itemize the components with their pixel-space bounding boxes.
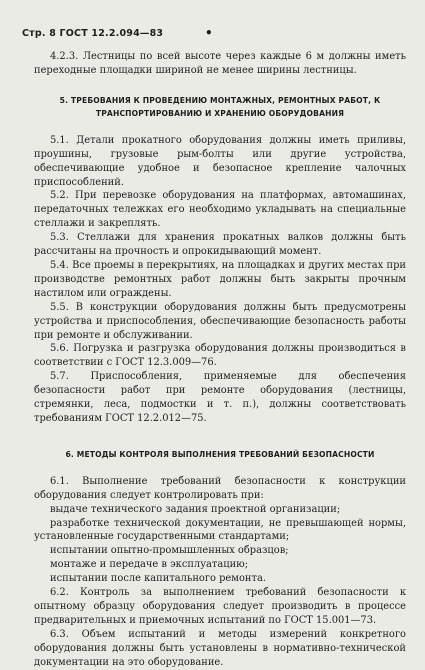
page-header: Стр. 8 ГОСТ 12.2.094—83 [22,28,164,39]
paragraph-6-1: 6.1. Выполнение требований безопасности к конструкции оборудования следует контролировать при: [34,475,406,501]
section-5-title: 5. ТРЕБОВАНИЯ К ПРОВЕДЕНИЮ МОНТАЖНЫХ, РЕМОНТНЫХ РАБОТ, К ТРАНСПОРТИРОВАНИЮ И ХРАНЕНИЮ ОБОРУДОВАНИЯ [59,95,381,118]
list-item: монтаже и передаче в эксплуатацию; [50,559,249,571]
list-item: разработке технической документации, не превышающей нормы, установленные государственными стандартами; [34,517,406,543]
paragraph-4-2-3: 4.2.3. Лестницы по всей высоте через каждые 6 м должны иметь переходные площадки шириной не менее ширины лестницы. [34,51,406,76]
section-6-title: 6. МЕТОДЫ КОНТРОЛЯ ВЫПОЛНЕНИЯ ТРЕБОВАНИЙ БЕЗОПАСНОСТИ [65,449,375,459]
paragraph-5-7: 5.7. Приспособления, применяемые для обеспечения безопасности работ при ремонте оборудования (лестницы, стремянки, леса, подмостки и т. п.), должны соответствовать требованиям ГОСТ 12.2.012—75. [34,371,406,424]
list-item: испытании после капитального ремонта. [50,573,266,585]
paragraph-5-1: 5.1. Детали прокатного оборудования должны иметь приливы, проушины, грузовые рым-болты или другие устройства, обеспечивающие удобное и безопасное крепление чалочных приспособлений. [34,134,406,188]
paragraph-6-2: 6.2. Контроль за выполнением требований безопасности к опытному образцу оборудования следует производить в процессе предварительных и приемочных испытаний по ГОСТ 15.001—73. [34,587,406,626]
paragraph-5-6: 5.6. Погрузка и разгрузка оборудования должны производиться в соответствии с ГОСТ 12.3.009—76. [34,343,406,369]
list-item: выдаче технического задания проектной организации; [50,503,341,515]
paragraph-5-2: 5.2. При перевозке оборудования на платформах, автомашинах, передаточных тележках его необходимо укладывать на специальные стеллажи и закреплять. [34,190,406,230]
document-body [34,50,406,670]
paragraph-5-4: 5.4. Все проемы в перекрытиях, на площадках и других местах при производстве ремонтных работ должны быть закрыты прочным настилом или ограждены. [34,259,406,299]
paragraph-5-5: 5.5. В конструкции оборудования должны быть предусмотрены устройства и приспособления, обеспечивающие безопасность работы при ремонте и обслуживании. [34,301,406,341]
paragraph-5-3: 5.3. Стеллажи для хранения прокатных валков должны быть рассчитаны на прочность и опрокидывающий момент. [34,232,406,258]
paragraph-6-3: 6.3. Объем испытаний и методы измерений конкретного оборудования должны быть установлены в нормативно-технической документации на это оборудование. [34,628,406,668]
list-item: испытании опытно-промышленных образцов; [50,545,289,557]
header-dot: • [205,26,213,40]
